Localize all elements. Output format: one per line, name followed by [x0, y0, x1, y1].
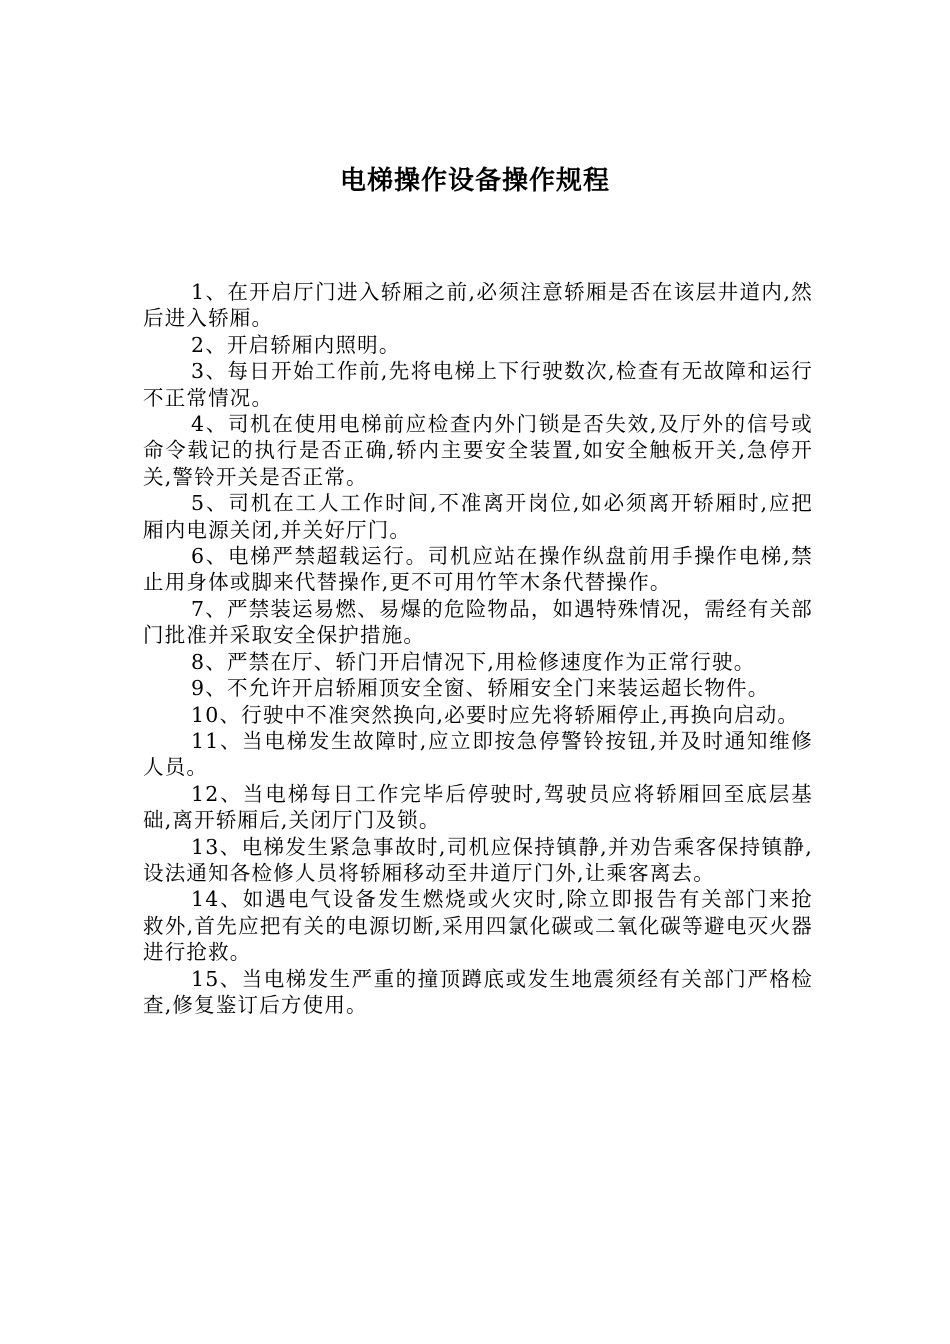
rule-item-11: 11、当电梯发生故障时,应立即按急停警铃按钮,并及时通知维修人员。: [143, 728, 813, 780]
document-title: 电梯操作设备操作规程: [339, 166, 610, 196]
rule-item-6: 6、电梯严禁超载运行。司机应站在操作纵盘前用手操作电梯,禁止用身体或脚来代替操作,更不可用竹竿木条代替操作。: [143, 544, 813, 595]
rule-item-12: 12、当电梯每日工作完毕后停驶时,驾驶员应将轿厢回至底层基础,离开轿厢后,关闭厅门及锁。: [143, 781, 813, 833]
rule-item-5: 5、司机在工人工作时间,不准离开岗位,如必须离开轿厢时,应把厢内电源关闭,并关好厅门。: [143, 491, 813, 542]
rule-item-2: 2、开启轿厢内照明。: [191, 332, 401, 357]
rule-item-7: 7、严禁装运易燃、易爆的危险物品，如遇特殊情况，需经有关部门批准并采取安全保护措施。: [143, 596, 813, 648]
rule-item-1: 1、在开启厅门进入轿厢之前,必须注意轿厢是否在该层井道内,然后进入轿厢。: [143, 280, 813, 331]
rule-item-10: 10、行驶中不准突然换向,必要时应先将轿厢停止,再换向启动。: [191, 702, 800, 727]
rule-item-8: 8、严禁在厅、轿门开启情况下,用检修速度作为正常行驶。: [191, 649, 756, 674]
rule-item-15: 15、当电梯发生严重的撞顶蹲底或发生地震须经有关部门严格检查,修复鉴订后方使用。: [143, 966, 813, 1017]
rule-item-13: 13、电梯发生紧急事故时,司机应保持镇静,并劝告乘客保持镇静,设法通知各检修人员将轿厢移动至井道厅门外,让乘客离去。: [143, 834, 813, 885]
rule-item-9: 9、不允许开启轿厢顶安全窗、轿厢安全门来装运超长物件。: [191, 676, 770, 701]
rule-item-14: 14、如遇电气设备发生燃烧或火灾时,除立即报告有关部门来抢救外,首先应把有关的电源切断,采用四氯化碳或二氧化碳等避电灭火器进行抢救。: [143, 887, 813, 965]
rule-item-3: 3、每日开始工作前,先将电梯上下行驶数次,检查有无故障和运行不正常情况。: [143, 359, 813, 410]
rule-item-4: 4、司机在使用电梯前应检查内外门锁是否失效,及厅外的信号或命令载记的执行是否正确,轿内主要安全装置,如安全触板开关,急停开关,警铃开关是否正常。: [143, 412, 813, 489]
document-body: [143, 279, 813, 1018]
